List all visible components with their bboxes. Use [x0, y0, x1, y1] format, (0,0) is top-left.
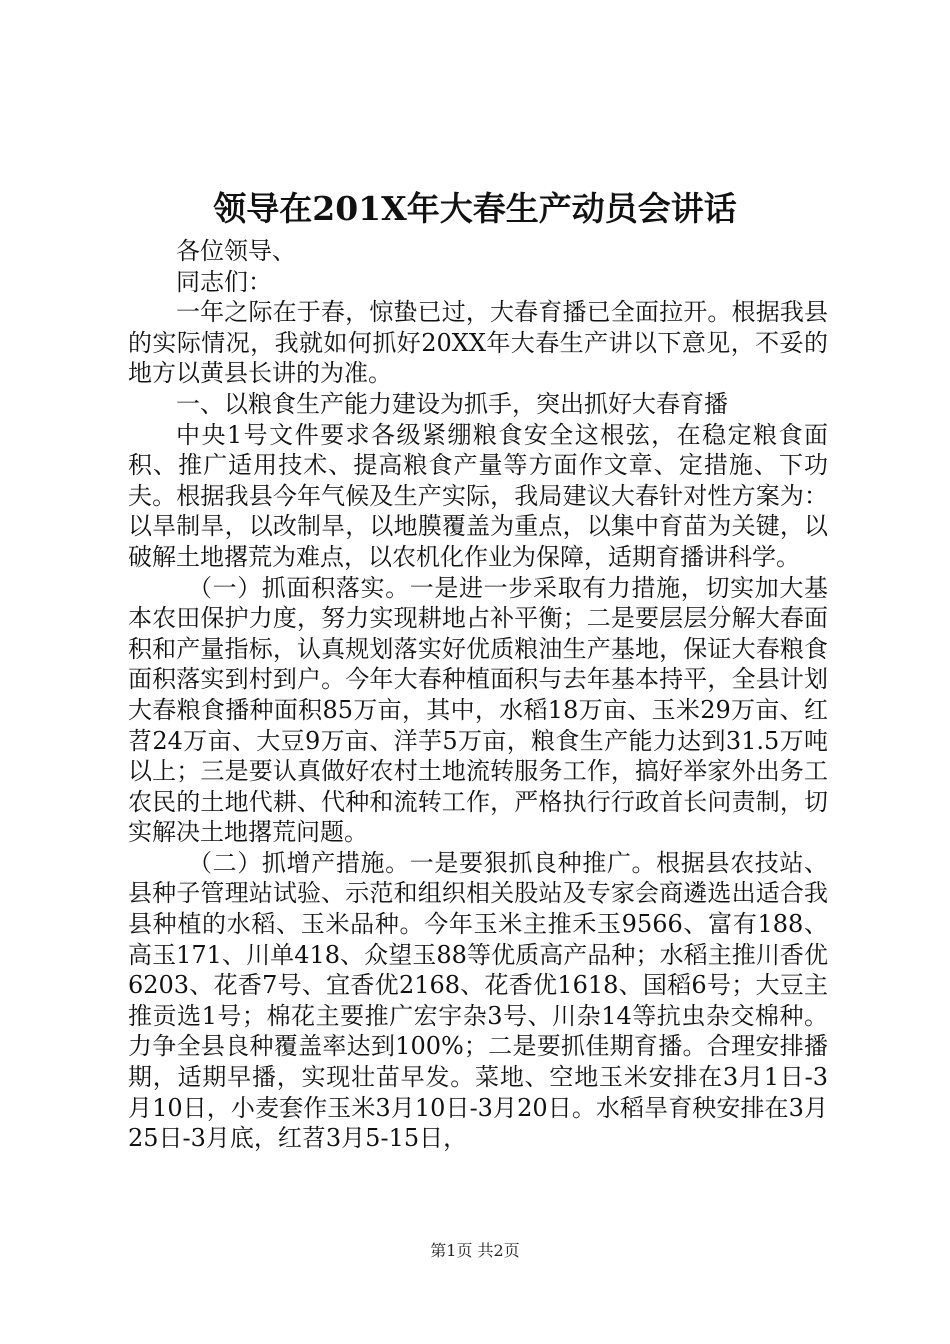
- paragraph-policy: 中央1号文件要求各级紧绷粮食安全这根弦，在稳定粮食面积、推广适用技术、提高粮食产量等方面作文章、定措施、下功夫。根据我县今年气候及生产实际，我局建议大春针对性方案为：以旱制旱，以改制旱，以地膜覆盖为重点，以集中育苗为关键，以破解土地撂荒为难点，以农机化作业为保障，适期育播讲科学。: [128, 420, 828, 571]
- paragraph-yield-measures: （二）抓增产措施。一是要狠抓良种推广。根据县农技站、县种子管理站试验、示范和组织相关股站及专家会商遴选出适合我县种植的水稻、玉米品种。今年玉米主推禾玉9566、富有188、高玉171、川单418、众望玉88等优质高产品种；水稻主推川香优6203、花香7号、宜香优2168、花香优1618、国稻6号；大豆主推贡选1号；棉花主要推广宏宇杂3号、川杂14等抗虫杂交棉种。力争全县良种覆盖率达到100%；二是要抓佳期育播。合理安排播期，适期早播，实现壮苗早发。菜地、空地玉米安排在3月1日-3月10日，小麦套作玉米3月10日-3月20日。水稻旱育秧安排在3月25日-3月底，红苕3月5-15日，: [128, 848, 828, 1153]
- document-body: [128, 236, 828, 1154]
- paragraph-area-implementation: （一）抓面积落实。一是进一步采取有力措施，切实加大基本农田保护力度，努力实现耕地占补平衡；二是要层层分解大春面积和产量指标，认真规划落实好优质粮油生产基地，保证大春粮食面积落实到村到户。今年大春种植面积与去年基本持平，全县计划大春粮食播种面积85万亩，其中，水稻18万亩、玉米29万亩、红苕24万亩、大豆9万亩、洋芋5万亩，粮食生产能力达到31.5万吨以上；三是要认真做好农村土地流转服务工作，搞好举家外出务工农民的土地代耕、代种和流转工作，严格执行行政首长问责制，切实解决土地撂荒问题。: [128, 573, 828, 847]
- page-footer: 第1页 共2页: [430, 1241, 520, 1260]
- page-title: 领导在201X年大春生产动员会讲话: [213, 189, 737, 228]
- salutation-line-2: 同志们：: [176, 267, 272, 296]
- salutation-line-1: 各位领导、: [176, 237, 296, 265]
- paragraph-intro: 一年之际在于春，惊蛰已过，大春育播已全面拉开。根据我县的实际情况，我就如何抓好20XX年大春生产讲以下意见，不妥的地方以黄县长讲的为准。: [128, 298, 828, 388]
- section-heading-1: 一、以粮食生产能力建设为抓手，突出抓好大春育播: [176, 389, 728, 418]
